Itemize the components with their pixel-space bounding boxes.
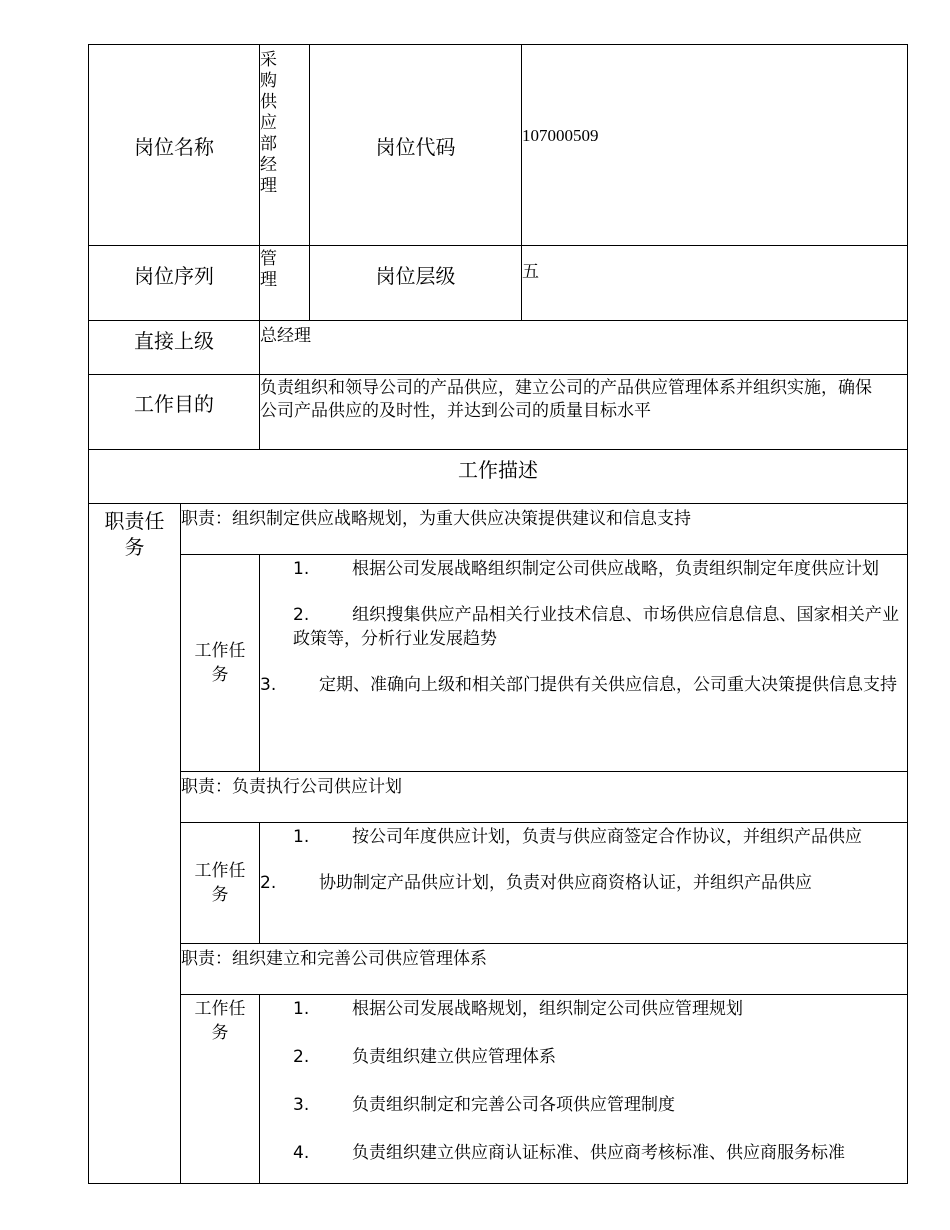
task-text: 协助制定产品供应计划，负责对供应商资格认证，并组织产品供应: [319, 873, 812, 893]
task-row: [89, 555, 908, 772]
duties-tasks-label-text: 职责任务: [104, 509, 165, 559]
job-purpose-label: 工作目的: [89, 375, 260, 450]
task-text: 按公司年度供应计划，负责与供应商签定合作协议，并组织产品供应: [352, 827, 862, 847]
position-series-label: 岗位序列: [89, 246, 260, 321]
position-name-label: 岗位名称: [89, 45, 260, 246]
position-level-value: 五: [522, 262, 539, 282]
position-code-value: 107000509: [522, 126, 599, 145]
work-tasks-label: [181, 555, 260, 772]
task-item: [260, 555, 907, 581]
row-job-description-header: [89, 450, 908, 504]
position-name-value-cell: [260, 45, 310, 246]
task-item: [260, 1069, 907, 1117]
position-series-value: 管理: [260, 249, 277, 290]
work-tasks-label-text: 工作任务: [194, 999, 246, 1043]
task-number: 4.: [293, 1143, 310, 1163]
task-number: 1.: [293, 559, 310, 579]
job-description-heading: 工作描述: [89, 450, 908, 504]
duty-title: 职责：负责执行公司供应计划: [181, 772, 908, 823]
direct-superior-value-cell: [260, 321, 908, 375]
job-purpose-value: 负责组织和领导公司的产品供应，建立公司的产品供应管理体系并组织实施，确保公司产品供应的及时性，并达到公司的质量目标水平: [260, 378, 872, 421]
duty-row: [89, 772, 908, 823]
task-number: 2.: [293, 605, 310, 625]
duty-row: [89, 504, 908, 555]
task-item: [260, 995, 907, 1021]
row-direct-superior: [89, 321, 908, 375]
job-description-table: [88, 44, 908, 1184]
task-text: 组织搜集供应产品相关行业技术信息、市场供应信息信息、国家相关产业政策等，分析行业发展趋势: [293, 605, 899, 649]
direct-superior-value: 总经理: [260, 326, 311, 346]
task-number: 2.: [260, 873, 277, 893]
task-item: [260, 849, 907, 895]
task-text: 根据公司发展战略组织制定公司供应战略，负责组织制定年度供应计划: [352, 559, 879, 579]
position-code-value-cell: [522, 45, 908, 246]
duty-title: 职责：组织制定供应战略规划，为重大供应决策提供建议和信息支持: [181, 504, 908, 555]
duties-tasks-label: [89, 504, 181, 1184]
position-level-value-cell: [522, 246, 908, 321]
task-text: 负责组织建立供应商认证标准、供应商考核标准、供应商服务标准: [352, 1143, 845, 1163]
row-job-purpose: [89, 375, 908, 450]
row-position-series: [89, 246, 908, 321]
task-number: 1.: [293, 999, 310, 1019]
direct-superior-label: 直接上级: [89, 321, 260, 375]
task-item: [260, 823, 907, 849]
task-list: [260, 823, 908, 944]
position-level-label: 岗位层级: [310, 246, 522, 321]
position-series-value-cell: [260, 246, 310, 321]
task-item: [260, 651, 907, 697]
task-text: 负责组织制定和完善公司各项供应管理制度: [352, 1095, 675, 1115]
task-number: 1.: [293, 827, 310, 847]
job-purpose-value-cell: [260, 375, 908, 450]
position-code-label: 岗位代码: [310, 45, 522, 246]
task-list: [260, 995, 908, 1184]
row-position-name: [89, 45, 908, 246]
task-row: [89, 823, 908, 944]
task-text: 负责组织建立供应管理体系: [352, 1047, 556, 1067]
task-text: 定期、准确向上级和相关部门提供有关供应信息，公司重大决策提供信息支持: [319, 675, 897, 695]
work-tasks-label-text: 工作任务: [194, 641, 246, 685]
task-text: 根据公司发展战略规划，组织制定公司供应管理规划: [352, 999, 743, 1019]
work-tasks-label-text: 工作任务: [194, 861, 246, 905]
task-number: 3.: [293, 1095, 310, 1115]
work-tasks-label: [181, 823, 260, 944]
task-item: [260, 1117, 907, 1165]
task-number: 3.: [260, 675, 277, 695]
position-name-value: 采购供应部经理: [260, 50, 277, 196]
task-row: [89, 995, 908, 1184]
duty-row: [89, 944, 908, 995]
task-item: [260, 581, 907, 651]
task-number: 2.: [293, 1047, 310, 1067]
task-item: [260, 1021, 907, 1069]
duty-title: 职责：组织建立和完善公司供应管理体系: [181, 944, 908, 995]
task-list: [260, 555, 908, 772]
work-tasks-label: [181, 995, 260, 1184]
